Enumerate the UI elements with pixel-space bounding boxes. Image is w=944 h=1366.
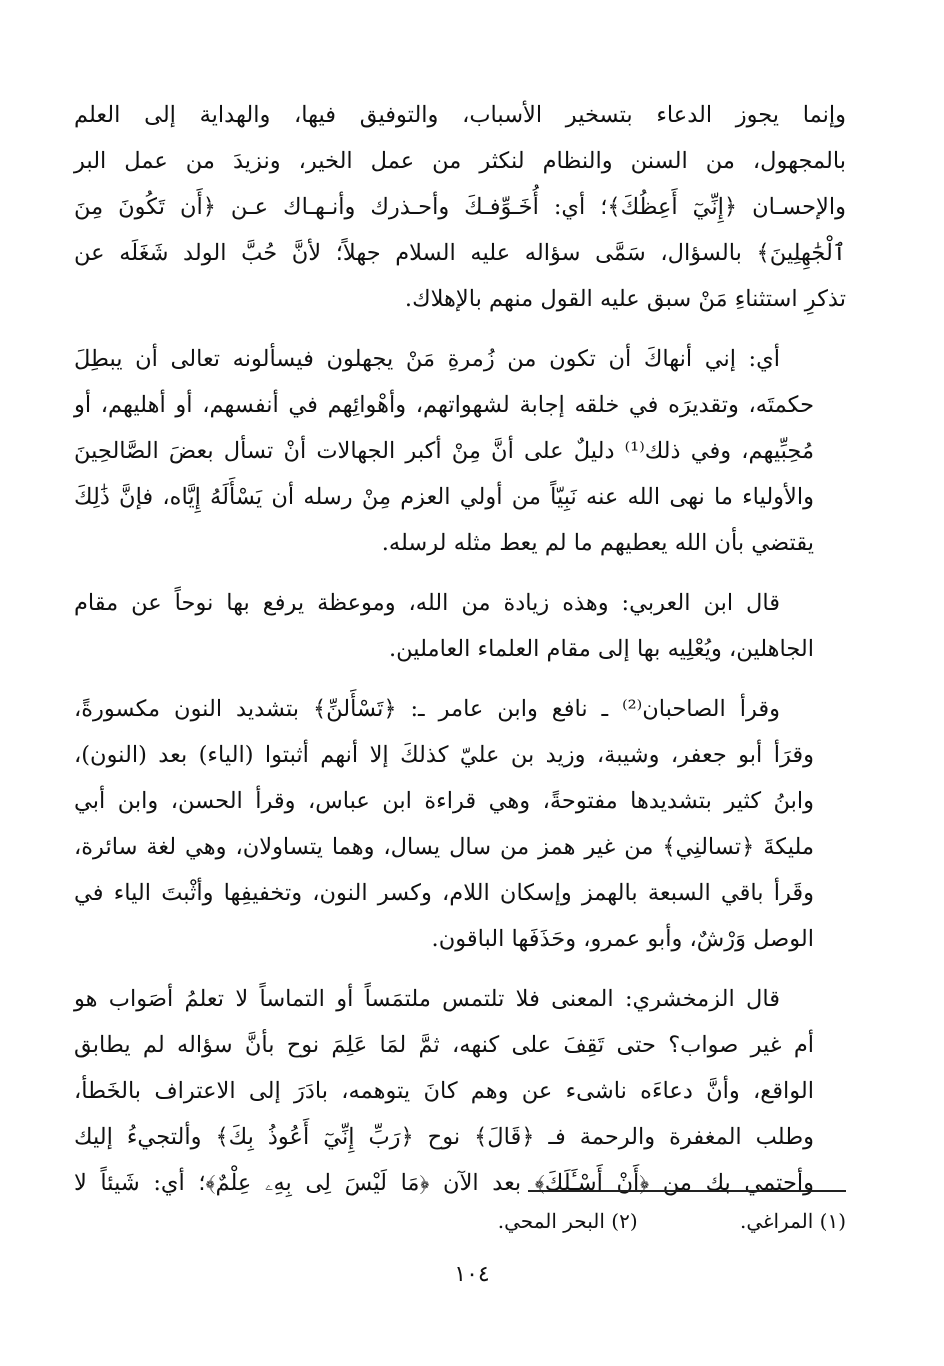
text-line: أي: إني أنهاكَ أن تكون من زُمرةِ مَنْ يجهلون فيسألونه تعالى أن يبطِلَ — [74, 346, 780, 372]
text-line: وقَرأ باقي السبعة بالهمز وإسكان اللام، وكسر النون، وتخفيفِها وأثْبتَ الياء في — [74, 880, 814, 906]
text-line: تذكرِ استثناءِ مَنْ سبق عليه القول منهم بالإهلاك. — [404, 286, 846, 312]
paragraph-1 — [74, 92, 846, 322]
paragraph-2 — [74, 336, 846, 566]
text-line: وطلب المغفرة والرحمة فـ ﴿قَالَ﴾ نوح ﴿رَبِّ إِنِّيٓ أَعُوذُ بِكَ﴾ وألتجيءُ إليك — [74, 1124, 814, 1150]
main-text — [74, 92, 846, 1220]
text-line: والأولياء ما نهى الله عنه نَبِيّاً من أولي العزم مِنْ رسله أن يَسْأَلَهُ إِيَّاه، فإنَّ ذَٰلِكَ — [74, 484, 814, 510]
footnote-2: (٢) البحر المحي. — [497, 1209, 638, 1233]
text-line: وقرَأ أبو جعفر، وشيبة، وزيد بن عليّ كذلكَ إلا أنهم أثبتوا (الياء) بعد (النون)، — [74, 742, 814, 768]
text-line: الجاهلين، ويُعْلِيه بها إلى مقام العلماء العاملين. — [389, 636, 814, 662]
text-line: وابنُ كثير بتشديدها مفتوحةً، وهي قراءة ابن عباس، وقرأ الحسن، وابن أبي — [74, 788, 814, 814]
text-line: مليكةَ ﴿تسالنِي﴾ من غير همز من سال يسال، وهما يتساولان، وهي لغة سائرة، — [74, 834, 814, 860]
text-line: قال ابن العربي: وهذه زيادة من الله، وموعظة يرفع بها نوحاً عن مقام — [74, 590, 780, 616]
text-line: أم غير صواب؟ حتى تَقِفَ على كنهه، ثمَّ لمَا عَلِمَ نوح بأنَّ سؤاله لم يطابق — [74, 1032, 814, 1058]
text-line: وأحتمي بك من ﴿أَنْ أَسْـَٔلَكَ﴾ بعد الآن ﴿مَا لَيْسَ لِى بِهِۦ عِلْمٌ﴾؛ أي: شَيئاً لا — [74, 1170, 814, 1196]
footnote-1: (١) المراغي. — [739, 1209, 846, 1233]
footnote-divider — [528, 1190, 846, 1192]
paragraph-3 — [74, 580, 846, 672]
page-number: ١٠٤ — [454, 1262, 490, 1287]
footnotes — [260, 1206, 846, 1236]
paragraph-5 — [74, 976, 846, 1206]
text-line: يقتضي بأن الله يعطيهم ما لم يعط مثله لرسله. — [381, 530, 814, 556]
text-line: بالمجهول، من السنن والنظام لنكثر من عمل الخير، ونزيدَ من عمل البر — [74, 148, 846, 174]
paragraph-4 — [74, 686, 846, 962]
text-line: مُحِبِّيهم، وفي ذلك⁽¹⁾ دليلٌ على أنَّ مِنْ أكبر الجهالات أنْ تسأل بعضَ الصَّالحِينَ — [74, 438, 814, 464]
text-line: وإنما يجوز الدعاء بتسخير الأسباب، والتوفيق فيها، والهداية إلى العلم — [74, 102, 846, 128]
text-line: وقرأ الصاحبان⁽²⁾ ـ نافع وابن عامر ـ: ﴿تَسْأَلنِّ﴾ بتشديد النون مكسورةً، — [74, 696, 780, 722]
text-line: ٱلْجَٰهِلِينَ﴾ بالسؤال، سَمَّى سؤاله عليه السلام جهلاً؛ لأنَّ حُبَّ الولد شَغَلَه عن — [74, 240, 846, 266]
text-line: قال الزمخشري: المعنى فلا تلتمس ملتمَساً أو التماساً لا تعلمُ أصَواب هو — [74, 986, 780, 1012]
text-line: والإحسـان ﴿إِنِّيٓ أَعِظُكَ﴾؛ أي: أُخَـوِّفـكَ وأحـذرك وأنـهـاك عـن ﴿أَن تَكُونَ مِنَ — [74, 194, 846, 220]
text-line: حكمتَه، وتقديرَه في خلقه إجابة لشهواتهم، وأهْوائِهم في أنفسهم، أو أهليهم، أو — [74, 392, 814, 418]
text-line: الوصل وَرْشٌ، وأبو عمرو، وحَذَفَها الباقون. — [431, 926, 814, 952]
text-line: الواقع، وأنَّ دعاءَه ناشىء عن وهم كانَ يتوهمه، بادَرَ إلى الاعتراف بالخَطأ، — [74, 1078, 814, 1104]
